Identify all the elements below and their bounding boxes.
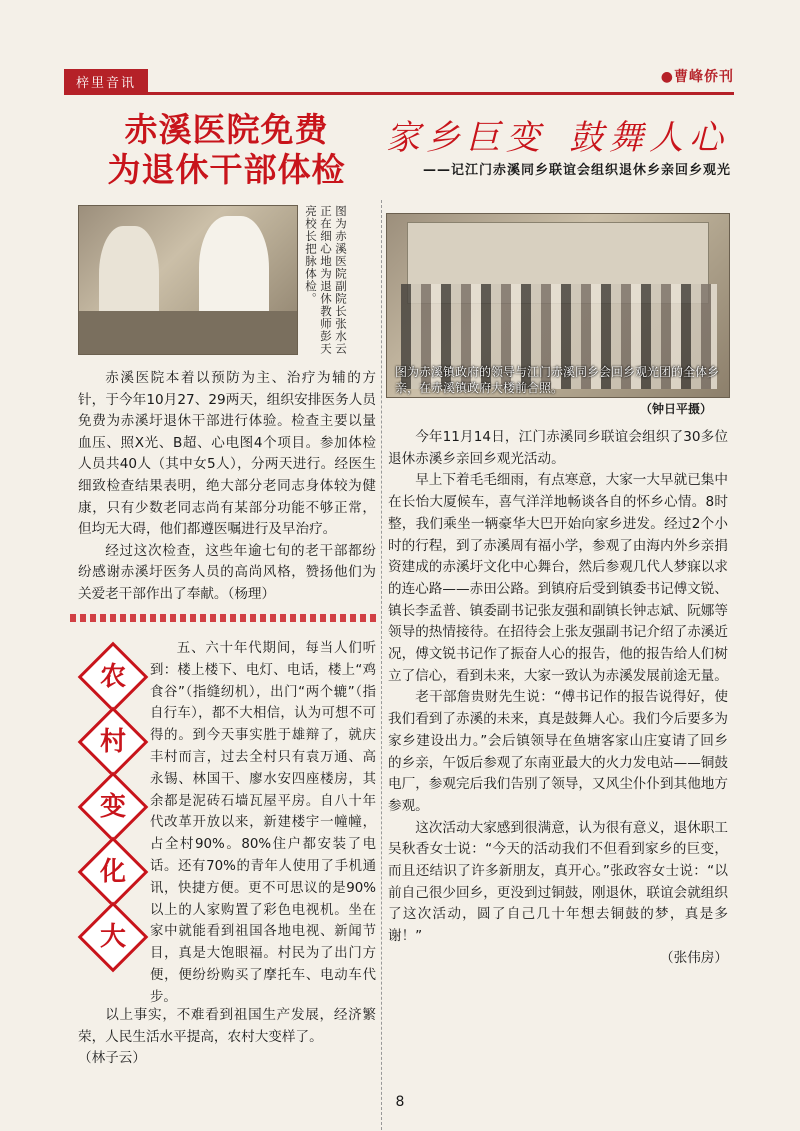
left-article-body bbox=[78, 368, 376, 606]
rural-article-body bbox=[150, 638, 376, 1009]
section-label: 梓里音讯 bbox=[64, 69, 148, 94]
paragraph: 这次活动大家感到很满意，认为很有意义，退休职工吴秋香女士说：“今天的活动我们不但看到家乡的巨变，而且还结识了许多新朋友，真开心。”张政容女士说：“以前自己很少回乡，更没到过铜鼓，刚退休，联谊会就组织了这次活动，圆了自己几十年想去铜鼓的梦，真是多谢！” bbox=[388, 819, 728, 945]
title-char-diamond bbox=[78, 902, 149, 973]
paragraph: 五、六十年代期间，每当人们听到：楼上楼下、电灯、电话，楼上“鸡食谷”（指缝纫机），出门“两个辘”（指自行车），都不大相信，认为可想不可得的。到今天事实胜于雄辩了，就庆丰村而言，过去全村只有袁万通、高永锡、林国干、廖水安四座楼房，其余都是泥砖石墙瓦屋平房。自八十年代改革开放以来，新建楼宇一幢幢，占全村90%。80%住户都安装了电话。还有70%的青年人使用了手机通讯，快捷方便。更不可思议的是90%以上的人家购置了彩色电视机。坐在家中就能看到祖国各地电视、新闻节目，真是大饱眼福。村民为了出门方便，便纷纷购买了摩托车、电动车代步。 bbox=[150, 641, 376, 1005]
right-article-subtitle: ——记江门赤溪同乡联谊会组织退休乡亲回乡观光 bbox=[422, 163, 731, 178]
title-char-diamond bbox=[78, 707, 149, 778]
checkup-photo-caption: 图为赤溪医院副院长张水云正在细心地为退休教师彭天亮校长把脉体检。 bbox=[304, 205, 348, 355]
title-part-2: 鼓舞人心 bbox=[569, 118, 730, 158]
group-photo bbox=[386, 213, 730, 398]
title-char-diamond bbox=[78, 772, 149, 843]
paragraph: 老干部詹贵财先生说：“傅书记作的报告说得好，使我们看到了赤溪的未来，真是鼓舞人心。我们今后要多为家乡建设出力。”会后镇领导在鱼塘客家山庄宴请了回乡的乡亲，午饭后参观了东南亚最大的火力发电站——铜鼓电厂，参观完后我们告别了领导，又风尘仆仆到其他地方参观。 bbox=[388, 689, 728, 814]
left-column bbox=[72, 100, 377, 190]
title-char: 化 bbox=[99, 857, 126, 887]
title-char-diamond bbox=[78, 642, 149, 713]
right-column bbox=[386, 100, 731, 178]
divider bbox=[70, 614, 376, 622]
paragraph: 今年11月14日，江门赤溪同乡联谊会组织了30多位退休赤溪乡亲回乡观光活动。 bbox=[388, 429, 728, 467]
paragraph: 以上事实，不难看到祖国生产发展，经济繁荣，人民生活水平提高，农村大变样了。 bbox=[78, 1007, 376, 1045]
page-number: 8 bbox=[395, 1094, 405, 1110]
paragraph: 经过这次检查，这些年逾七旬的老干部都纷纷感谢赤溪圩医务人员的高尚风格，赞扬他们为关爱老干部作出了奉献。（杨理） bbox=[78, 542, 376, 602]
paragraph: 赤溪医院本着以预防为主、治疗为辅的方针，于今年10月27、29两天，组织安排医务人员免费为赤溪圩退休干部进行体验。检查主要以量血压、照X光、B超、心电图4个项目。参加体检人员共40人（其中女5人），分两天进行。经医生细致检查结果表明，绝大部分老同志身体较为健康，只有少数老同志尚有某部分功能不够正常，但均无大碍，他们都遵医嘱进行及早治疗。 bbox=[78, 370, 376, 538]
title-line-1: 赤溪医院免费 bbox=[124, 110, 329, 149]
author: （林子云） bbox=[78, 1050, 146, 1067]
right-article-title bbox=[386, 110, 731, 159]
checkup-photo bbox=[78, 205, 298, 355]
left-article-title bbox=[76, 110, 377, 190]
title-char: 农 bbox=[99, 662, 126, 692]
title-char: 村 bbox=[99, 727, 126, 757]
title-line-2: 为退休干部体检 bbox=[107, 150, 346, 189]
paragraph: 早上下着毛毛细雨，有点寒意，大家一大早就已集中在长怡大厦候车，喜气洋洋地畅谈各自的怀乡心情。8时整，我们乘坐一辆豪华大巴开始向家乡进发。经过2个小时的行程，到了赤溪周有福小学，参观了由海内外乡亲捐资建成的赤溪圩文化中心舞台，然后参观几代人梦寐以求的连心路——赤田公路。到镇府后受到镇委书记傅文锐、镇长李孟普、镇委副书记张友强和副镇长钟志斌、阮娜等领导的热情接待。在招待会上张友强副书记介绍了赤溪近况，傅文锐书记作了振奋人心的报告，他的报告给人们树立了信心，看到未来，大家一致认为赤溪发展前途无量。 bbox=[388, 472, 728, 684]
right-article-body bbox=[388, 427, 728, 970]
photo-credit: （钟日平摄） bbox=[640, 402, 713, 416]
title-char: 大 bbox=[99, 922, 126, 952]
author: （张伟房） bbox=[660, 949, 728, 966]
publication-name: ●曹峰侨刊 bbox=[660, 69, 734, 85]
header-rule bbox=[64, 92, 734, 95]
title-char-diamond bbox=[78, 837, 149, 908]
rural-article-conclusion bbox=[78, 1005, 376, 1070]
title-char: 变 bbox=[99, 792, 126, 822]
title-part-1: 家乡巨变 bbox=[386, 118, 546, 158]
group-photo-caption: 图为赤溪镇政府的领导与江门赤溪同乡会回乡观光团的全体乡亲，在赤溪镇政府大楼前合照。 bbox=[395, 365, 720, 395]
column-divider bbox=[381, 200, 383, 1130]
